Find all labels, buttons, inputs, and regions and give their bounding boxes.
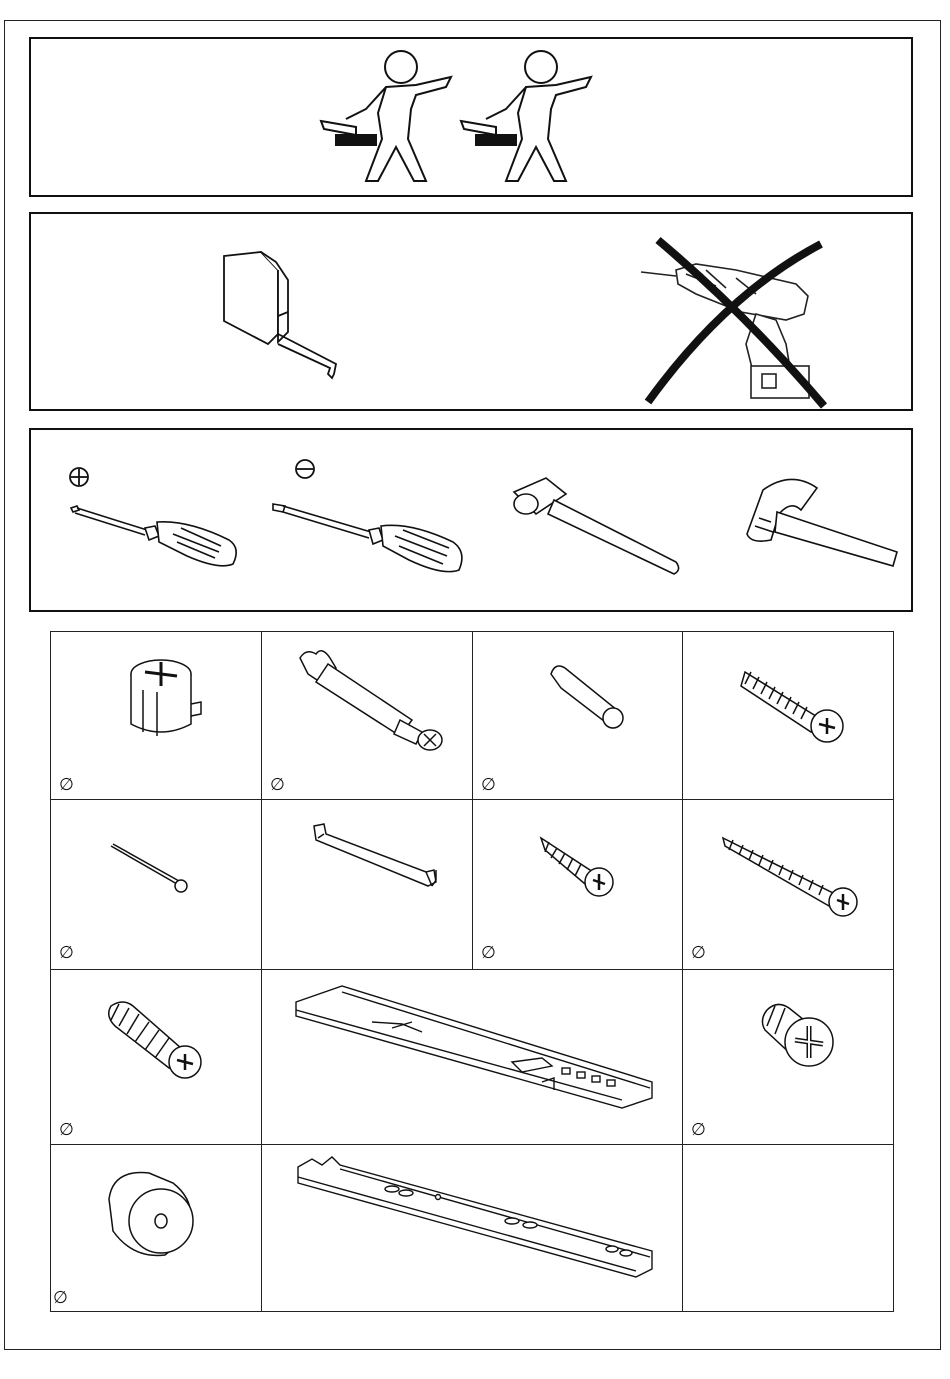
part-cell-wood-dowel bbox=[473, 632, 682, 799]
hand-tools-panel bbox=[29, 428, 913, 612]
diameter-label: ∅ bbox=[59, 775, 74, 795]
diameter-label: ∅ bbox=[691, 1120, 706, 1140]
diameter-label: ∅ bbox=[59, 1120, 74, 1140]
nail-icon bbox=[109, 844, 199, 904]
part-cell-drawer-slide bbox=[262, 970, 682, 1144]
phillips-screwdriver-icon bbox=[69, 500, 249, 580]
tape-measure-icon bbox=[216, 246, 356, 386]
machine-bolt-icon bbox=[739, 662, 849, 752]
diameter-label: ∅ bbox=[270, 775, 285, 795]
felt-pad-icon bbox=[103, 1169, 203, 1259]
phillips-symbol-icon bbox=[67, 465, 91, 489]
flat-screwdriver-icon bbox=[271, 500, 471, 580]
tools-panel bbox=[29, 212, 913, 411]
insert-nut-icon bbox=[757, 1000, 847, 1080]
diameter-label: ∅ bbox=[53, 1288, 68, 1308]
euro-screw-icon bbox=[103, 998, 213, 1098]
part-cell-euro-screw bbox=[51, 970, 261, 1144]
drawer-slide-icon bbox=[292, 982, 662, 1122]
short-screw-icon bbox=[539, 836, 629, 906]
cam-lock-icon bbox=[123, 654, 203, 744]
rubber-mallet-icon bbox=[506, 470, 696, 590]
part-cell-insert-nut bbox=[683, 970, 893, 1144]
long-screw-icon bbox=[721, 836, 871, 926]
wood-dowel-icon bbox=[541, 658, 631, 738]
part-cell-short-screw bbox=[473, 800, 682, 969]
diameter-label: ∅ bbox=[481, 943, 496, 963]
flat-symbol-icon bbox=[293, 457, 317, 481]
part-cell-empty bbox=[683, 1145, 893, 1312]
cam-bolt-icon bbox=[292, 644, 452, 754]
person-carrying-icon bbox=[316, 49, 466, 189]
diameter-label: ∅ bbox=[59, 943, 74, 963]
parts-grid bbox=[50, 631, 894, 1312]
two-person-panel bbox=[29, 37, 913, 197]
part-cell-cam-lock bbox=[51, 632, 261, 799]
claw-hammer-icon bbox=[741, 470, 921, 590]
part-cell-slide-rail bbox=[262, 1145, 682, 1312]
forbidden-cross-icon bbox=[636, 234, 836, 414]
part-cell-cam-bolt bbox=[262, 632, 472, 799]
part-cell-machine-bolt bbox=[683, 632, 893, 799]
part-cell-handle bbox=[262, 800, 472, 969]
slide-rail-icon bbox=[292, 1153, 662, 1293]
part-cell-long-screw bbox=[683, 800, 893, 969]
diameter-label: ∅ bbox=[691, 943, 706, 963]
diameter-label: ∅ bbox=[481, 775, 496, 795]
part-cell-felt-pad bbox=[51, 1145, 261, 1312]
part-cell-nail bbox=[51, 800, 261, 969]
person-carrying-icon bbox=[456, 49, 606, 189]
handle-icon bbox=[308, 822, 448, 902]
